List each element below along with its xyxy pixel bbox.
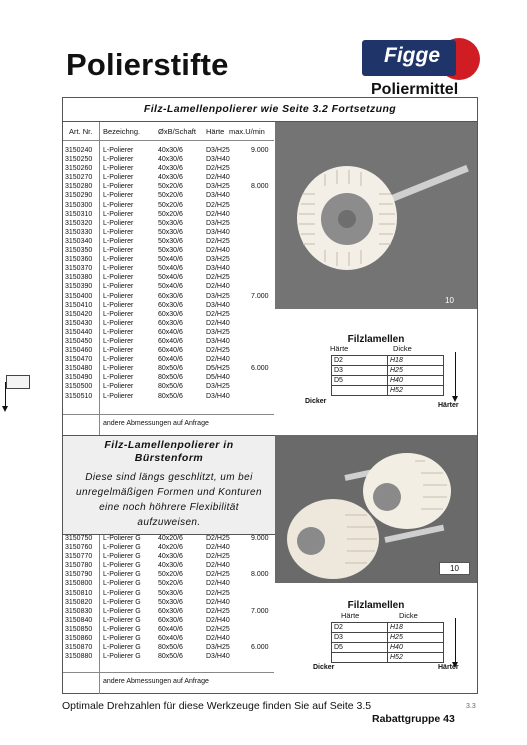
cell-dimension: 60x40/6 (158, 356, 183, 364)
legend-2-title: Filzlamellen (347, 600, 405, 611)
cell-art-nr: 3150330 (65, 228, 93, 236)
cell-bezeichnung: L-Polierer (103, 301, 134, 309)
cell-haerte: D2/H40 (206, 562, 230, 570)
cell-haerte: D3/H40 (206, 156, 230, 164)
cell-haerte: D3/H40 (206, 392, 230, 400)
cell-bezeichnung: L-Polierer (103, 183, 134, 191)
cell-haerte: D2/H25 (206, 237, 230, 245)
product-photo-2 (275, 435, 477, 583)
cell-dimension: 50x40/6 (158, 283, 183, 291)
cell-bezeichnung: L-Polierer G (103, 553, 141, 561)
cell-art-nr: 3150320 (65, 219, 93, 227)
table-row (63, 373, 274, 382)
legend-1-col-left: Härte (330, 344, 349, 353)
table-row (63, 255, 274, 264)
cell-haerte: D3/H40 (206, 192, 230, 200)
cell-dimension: 40x30/6 (158, 147, 183, 154)
cell-art-nr: 3150280 (65, 183, 93, 191)
table-row (63, 201, 274, 210)
cell-art-nr: 3150880 (65, 653, 93, 661)
cell-art-nr: 3150410 (65, 301, 93, 309)
cell-haerte: D2/H40 (206, 174, 230, 182)
cell-bezeichnung: L-Polierer (103, 210, 134, 218)
table-row (63, 598, 274, 607)
cell-bezeichnung: L-Polierer (103, 256, 134, 264)
section2-table (63, 534, 274, 661)
cell-rpm: 6.000 (251, 644, 269, 652)
cell-haerte: D2/H25 (206, 535, 230, 542)
table-row (63, 164, 274, 173)
legend-2-col-right: Dicke (399, 611, 418, 620)
table-row (63, 589, 274, 598)
cell-art-nr: 3150770 (65, 553, 93, 561)
table-row (63, 634, 274, 643)
cell-haerte: D3/H25 (206, 256, 230, 264)
cell-bezeichnung: L-Polierer (103, 337, 134, 345)
cell-haerte: D2/H25 (206, 553, 230, 561)
cell-art-nr: 3150400 (65, 292, 93, 300)
cell-haerte: D2/H40 (206, 616, 230, 624)
table-row (63, 607, 274, 616)
cell-rpm: 9.000 (251, 535, 269, 542)
legend-2-dicker: Dicker (313, 664, 335, 671)
cell-haerte: D3/H40 (206, 653, 230, 661)
table-row (63, 310, 274, 319)
catalog-frame (62, 97, 478, 694)
section2-description-box (63, 435, 275, 535)
table-row (63, 625, 274, 634)
cell-haerte: D2/H25 (206, 165, 230, 173)
cell-haerte: D3/H25 (206, 183, 230, 191)
cell-haerte: D2/H40 (206, 283, 230, 291)
cell-bezeichnung: L-Polierer G (103, 580, 141, 588)
cell-art-nr: 3150840 (65, 616, 93, 624)
cell-art-nr: 3150360 (65, 256, 93, 264)
cell-bezeichnung: L-Polierer (103, 374, 134, 382)
cell-haerte: D3/H40 (206, 301, 230, 309)
cell-art-nr: 3150460 (65, 347, 93, 355)
table-row (63, 534, 274, 543)
legend-1-col-right: Dicke (393, 344, 412, 353)
cell-bezeichnung: L-Polierer G (103, 607, 141, 615)
cell-dimension: 80x50/6 (158, 374, 183, 382)
cell-rpm: 7.000 (251, 292, 269, 300)
table-row (63, 182, 274, 191)
cell-bezeichnung: L-Polierer G (103, 644, 141, 652)
table-row (63, 346, 274, 355)
page-reference: 3.3 (466, 703, 476, 710)
cell-rpm: 8.000 (251, 183, 269, 191)
footer-text: Optimale Drehzahlen für diese Werkzeuge finden Sie auf Seite 3.5 (62, 700, 372, 712)
cell-dimension: 50x30/6 (158, 589, 183, 597)
legend-2-haerter: Härter (438, 664, 459, 671)
cell-haerte: D3/H25 (206, 644, 230, 652)
cell-dimension: 40x30/6 (158, 553, 183, 561)
section2-title: Filz-Lamellenpolierer in Bürstenform (104, 439, 234, 464)
table-row (63, 328, 274, 337)
cell-haerte: D2/H40 (206, 544, 230, 552)
cell-bezeichnung: L-Polierer G (103, 535, 141, 542)
section1-title: Filz-Lamellenpolierer wie Seite 3.2 Fortsetzung (63, 98, 477, 122)
cell-rpm: 9.000 (251, 147, 269, 154)
cell-bezeichnung: L-Polierer (103, 292, 134, 300)
cell-dimension: 40x20/6 (158, 535, 183, 542)
cell-haerte: D2/H25 (206, 589, 230, 597)
cell-art-nr: 3150390 (65, 283, 93, 291)
legend-1 (275, 330, 477, 430)
cell-rpm: 7.000 (251, 607, 269, 615)
cell-art-nr: 3150250 (65, 156, 93, 164)
cell-dimension: 50x20/6 (158, 183, 183, 191)
table-row (63, 643, 274, 652)
table-row (63, 364, 274, 373)
cell-bezeichnung: L-Polierer G (103, 598, 141, 606)
table-row (63, 246, 274, 255)
cell-haerte: D2/H40 (206, 247, 230, 255)
legend-1-dicker: Dicker (305, 398, 327, 405)
cell-haerte: D3/H25 (206, 292, 230, 300)
cell-rpm: 6.000 (251, 365, 269, 373)
cell-bezeichnung: L-Polierer (103, 356, 134, 364)
cell-dimension: 60x30/6 (158, 607, 183, 615)
cell-art-nr: 3150240 (65, 147, 93, 154)
cell-bezeichnung: L-Polierer G (103, 653, 141, 661)
cell-haerte: D2/H25 (206, 274, 230, 282)
cell-bezeichnung: L-Polierer G (103, 589, 141, 597)
legend-1-haerter: Härter (438, 402, 459, 409)
page-title: Polierstifte (66, 47, 229, 82)
table-row (63, 219, 274, 228)
cell-bezeichnung: L-Polierer G (103, 635, 141, 643)
section1-note: andere Abmessungen auf Anfrage (103, 420, 209, 427)
table-row (63, 301, 274, 310)
cell-bezeichnung: L-Polierer (103, 219, 134, 227)
cell-bezeichnung: L-Polierer (103, 247, 134, 255)
table-row (63, 155, 274, 164)
side-arrow-down-icon (5, 382, 6, 408)
cell-bezeichnung: L-Polierer (103, 237, 134, 245)
cell-bezeichnung: L-Polierer (103, 310, 134, 318)
product-photo-1 (275, 122, 477, 309)
table-row (63, 543, 274, 552)
cell-haerte: D3/H40 (206, 265, 230, 273)
cell-bezeichnung: L-Polierer (103, 265, 134, 273)
cell-dimension: 50x30/6 (158, 237, 183, 245)
cell-dimension: 50x40/6 (158, 274, 183, 282)
rabattgruppe: Rabattgruppe 43 (372, 713, 455, 725)
cell-dimension: 60x30/6 (158, 616, 183, 624)
cell-haerte: D5/H25 (206, 365, 230, 373)
cell-art-nr: 3150420 (65, 310, 93, 318)
cell-bezeichnung: L-Polierer (103, 347, 134, 355)
cell-dimension: 50x20/6 (158, 192, 183, 200)
table-row (63, 191, 274, 200)
cell-haerte: D2/H40 (206, 319, 230, 327)
cell-art-nr: 3150310 (65, 210, 93, 218)
table-row (63, 273, 274, 282)
table-row (63, 337, 274, 346)
cell-art-nr: 3150800 (65, 580, 93, 588)
cell-art-nr: 3150750 (65, 535, 93, 542)
legend-2-arrow-down-icon (455, 618, 456, 664)
cell-haerte: D3/H25 (206, 328, 230, 336)
cell-art-nr: 3150510 (65, 392, 93, 400)
cell-art-nr: 3150270 (65, 174, 93, 182)
cell-dimension: 50x40/6 (158, 256, 183, 264)
cell-art-nr: 3150440 (65, 328, 93, 336)
table-row (63, 282, 274, 291)
cell-bezeichnung: L-Polierer (103, 147, 134, 154)
cell-art-nr: 3150810 (65, 589, 93, 597)
cell-art-nr: 3150850 (65, 625, 93, 633)
photo-1-label: 10 (445, 296, 454, 305)
table-row (63, 561, 274, 570)
cell-dimension: 50x30/6 (158, 228, 183, 236)
table-row (63, 146, 274, 155)
cell-dimension: 50x20/6 (158, 210, 183, 218)
cell-haerte: D2/H25 (206, 625, 230, 633)
cell-art-nr: 3150500 (65, 383, 93, 391)
table-row (63, 237, 274, 246)
col-bezeichnung: Bezeichng. (103, 127, 141, 136)
cell-haerte: D3/H25 (206, 383, 230, 391)
figge-logo (362, 38, 480, 80)
table-row (63, 382, 274, 391)
cell-dimension: 60x40/6 (158, 337, 183, 345)
cell-dimension: 40x30/6 (158, 174, 183, 182)
cell-bezeichnung: L-Polierer G (103, 544, 141, 552)
cell-dimension: 60x30/6 (158, 310, 183, 318)
col-art-nr: Art. Nr. (69, 127, 93, 136)
cell-dimension: 50x30/6 (158, 219, 183, 227)
cell-art-nr: 3150780 (65, 562, 93, 570)
cell-bezeichnung: L-Polierer G (103, 625, 141, 633)
cell-bezeichnung: L-Polierer (103, 319, 134, 327)
cell-bezeichnung: L-Polierer (103, 365, 134, 373)
table-row (63, 616, 274, 625)
cell-art-nr: 3150490 (65, 374, 93, 382)
cell-bezeichnung: L-Polierer G (103, 571, 141, 579)
cell-haerte: D2/H25 (206, 347, 230, 355)
logo-text: Figge (384, 44, 440, 67)
cell-art-nr: 3150760 (65, 544, 93, 552)
cell-haerte: D3/H40 (206, 337, 230, 345)
cell-dimension: 50x40/6 (158, 265, 183, 273)
cell-bezeichnung: L-Polierer (103, 283, 134, 291)
cell-dimension: 40x30/6 (158, 165, 183, 173)
polisher-wheel-image (275, 122, 477, 309)
cell-art-nr: 3150470 (65, 356, 93, 364)
cell-haerte: D2/H40 (206, 356, 230, 364)
section2-description: Diese sind längs geschlitzt, um bei unregelmäßigen Formen und Konturen eine noch höhrere Flexibilität aufzuweisen. (76, 472, 262, 528)
cell-haerte: D2/H40 (206, 580, 230, 588)
legend-1-grid: D2 H18 D3 H25 D5 H40 H52 (331, 355, 444, 396)
table-row (63, 579, 274, 588)
table-row (63, 228, 274, 237)
table2-bottom-line (63, 672, 274, 673)
legend-1-arrow-down-icon (455, 352, 456, 398)
table-row (63, 319, 274, 328)
cell-art-nr: 3150370 (65, 265, 93, 273)
cell-bezeichnung: L-Polierer G (103, 616, 141, 624)
cell-dimension: 50x20/6 (158, 201, 183, 209)
cell-dimension: 80x50/6 (158, 383, 183, 391)
logo-subtitle: Poliermittel (371, 81, 459, 98)
cell-dimension: 40x20/6 (158, 544, 183, 552)
cell-dimension: 40x30/6 (158, 562, 183, 570)
cell-art-nr: 3150450 (65, 337, 93, 345)
header-separator (63, 140, 274, 141)
cell-art-nr: 3150480 (65, 365, 93, 373)
cell-haerte: D2/H25 (206, 310, 230, 318)
table-row (63, 652, 274, 661)
col-dimension: ØxB/Schaft (158, 127, 196, 136)
cell-dimension: 60x40/6 (158, 328, 183, 336)
brush-polisher-image (275, 435, 477, 583)
legend-1-title: Filzlamellen (347, 334, 405, 345)
cell-haerte: D2/H40 (206, 210, 230, 218)
cell-dimension: 80x50/6 (158, 653, 183, 661)
cell-haerte: D3/H40 (206, 228, 230, 236)
cell-art-nr: 3150350 (65, 247, 93, 255)
legend-2 (275, 596, 477, 696)
cell-bezeichnung: L-Polierer (103, 392, 134, 400)
cell-haerte: D5/H40 (206, 374, 230, 382)
cell-art-nr: 3150340 (65, 237, 93, 245)
cell-haerte: D2/H25 (206, 571, 230, 579)
cell-haerte: D3/H25 (206, 219, 230, 227)
cell-art-nr: 3150430 (65, 319, 93, 327)
section2-note: andere Abmessungen auf Anfrage (103, 678, 209, 685)
table-row (63, 173, 274, 182)
cell-dimension: 80x50/6 (158, 644, 183, 652)
table-row (63, 292, 274, 301)
cell-haerte: D3/H25 (206, 147, 230, 154)
cell-dimension: 60x30/6 (158, 301, 183, 309)
cell-dimension: 80x50/6 (158, 392, 183, 400)
legend-2-col-left: Härte (341, 611, 360, 620)
cell-dimension: 60x40/6 (158, 635, 183, 643)
col-haerte: Härte (206, 127, 225, 136)
table-row (63, 210, 274, 219)
cell-bezeichnung: L-Polierer (103, 174, 134, 182)
col-rpm: max.U/min (229, 127, 265, 136)
cell-dimension: 50x20/6 (158, 571, 183, 579)
cell-bezeichnung: L-Polierer (103, 201, 134, 209)
cell-dimension: 60x40/6 (158, 625, 183, 633)
cell-art-nr: 3150380 (65, 274, 93, 282)
cell-dimension: 60x30/6 (158, 319, 183, 327)
table-row (63, 264, 274, 273)
cell-bezeichnung: L-Polierer (103, 192, 134, 200)
table1-bottom-line (63, 414, 274, 415)
cell-haerte: D2/H40 (206, 598, 230, 606)
cell-art-nr: 3150820 (65, 598, 93, 606)
cell-dimension: 50x20/6 (158, 580, 183, 588)
cell-bezeichnung: L-Polierer (103, 228, 134, 236)
cell-bezeichnung: L-Polierer (103, 165, 134, 173)
cell-haerte: D2/H40 (206, 635, 230, 643)
table-row (63, 355, 274, 364)
cell-art-nr: 3150260 (65, 165, 93, 173)
cell-dimension: 80x50/6 (158, 365, 183, 373)
cell-dimension: 60x40/6 (158, 347, 183, 355)
photo-2-label: 10 (439, 562, 470, 575)
cell-art-nr: 3150790 (65, 571, 93, 579)
cell-bezeichnung: L-Polierer (103, 383, 134, 391)
cell-art-nr: 3150870 (65, 644, 93, 652)
cell-bezeichnung: L-Polierer (103, 156, 134, 164)
cell-bezeichnung: L-Polierer (103, 328, 134, 336)
legend-2-grid: D2 H18 D3 H25 D5 H40 H52 (331, 622, 444, 663)
cell-bezeichnung: L-Polierer (103, 274, 134, 282)
cell-art-nr: 3150830 (65, 607, 93, 615)
cell-bezeichnung: L-Polierer G (103, 562, 141, 570)
cell-haerte: D2/H25 (206, 607, 230, 615)
cell-dimension: 40x30/6 (158, 156, 183, 164)
section1-table (63, 146, 274, 401)
cell-art-nr: 3150300 (65, 201, 93, 209)
cell-rpm: 8.000 (251, 571, 269, 579)
cell-haerte: D2/H25 (206, 201, 230, 209)
cell-dimension: 50x30/6 (158, 247, 183, 255)
cell-dimension: 60x30/6 (158, 292, 183, 300)
cell-dimension: 50x30/6 (158, 598, 183, 606)
cell-art-nr: 3150290 (65, 192, 93, 200)
table-row (63, 392, 274, 401)
table-row (63, 570, 274, 579)
cell-art-nr: 3150860 (65, 635, 93, 643)
side-box-icon (6, 375, 30, 389)
table-row (63, 552, 274, 561)
